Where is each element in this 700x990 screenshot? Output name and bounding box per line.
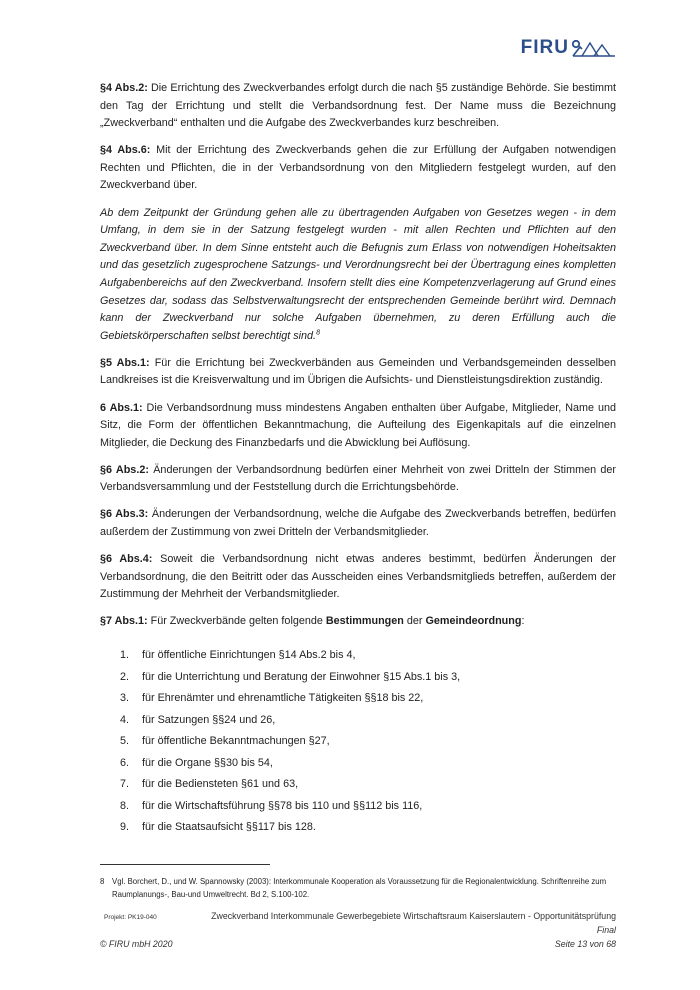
logo-bridge-icon	[572, 39, 616, 57]
paragraph-6-3	[100, 506, 616, 541]
footnote-ref[interactable]: 8	[316, 329, 320, 337]
list-text: für die Wirtschaftsführung §§78 bis 110 und §§112 bis 116,	[142, 799, 423, 812]
paragraph-commentary	[100, 205, 616, 346]
paragraph-6-4	[100, 551, 616, 604]
list-text: für die Bediensteten §61 und 63,	[142, 778, 299, 791]
list-item	[100, 817, 616, 839]
bold-term: Gemeindeordnung	[425, 615, 522, 628]
text: Änderungen der Verbandsordnung bedürfen einer Mehrheit von zwei Dritteln der Stimmen der Verbandsversammlung und der Feststellung durch die Errichtungsbehörde.	[100, 463, 616, 494]
paragraph-5-1	[100, 355, 616, 390]
list-item	[100, 753, 616, 775]
footer-project: Projekt: PK19-040	[104, 914, 157, 921]
text: Für die Errichtung bei Zweckverbänden aus Gemeinden und Verbandsgemeinden desselben Landkreises ist die Kreisverwaltung und im Übrigen die Aufsichts- und Dienstleistungsdirektion zuständig.	[100, 356, 617, 387]
label: 6 Abs.1:	[100, 401, 143, 414]
list-number: 3.	[120, 692, 130, 705]
rules-list	[100, 645, 616, 839]
list-item	[100, 667, 616, 689]
list-text: für Ehrenämter und ehrenamtliche Tätigkeiten §§18 bis 22,	[142, 692, 424, 705]
text: Ab dem Zeitpunkt der Gründung gehen alle zu übertragenden Aufgaben von Gesetzes wegen - in dem Umfang, in dem sie in der Satzung festgelegt wurden - mit allen Rechten und Pflichten auf den Zweckverband über. In dem Sinne entsteht auch die Befugnis zum Erlass von notwendigen Hoheitsakten und das gesetzlich zugesprochene Satzungs- und Verordnungsrecht bei der Übertragung eines kompletten Aufgabenbereichs auf den Zweckverband. Insofern stellt dies eine Kompetenzverlagerung auf Grund eines Gesetzes dar, sodass das Selbstverwaltungsrecht der entsprechenden Gemeinde berührt wird. Demnach kann der Zweckverband nur solche Aufgaben übernehmen, zu deren Erfüllung auch die Gebietskörperschaften selbst berechtigt sind.	[100, 206, 616, 342]
paragraph-6-2	[100, 462, 616, 497]
label: §4 Abs.2:	[100, 82, 148, 94]
list-item	[100, 710, 616, 732]
list-item	[100, 645, 616, 667]
list-number: 9.	[120, 821, 130, 834]
list-number: 4.	[120, 713, 130, 726]
firu-logo	[521, 38, 616, 58]
footnote	[100, 876, 616, 901]
label: §6 Abs.2:	[100, 463, 149, 476]
footer-page-number: Seite 13 von 68	[554, 939, 616, 949]
footnote-text: Vgl. Borchert, D., und W. Spannowsky (2003): Interkommunale Kooperation als Voraussetzung für die Regionalentwicklung. Schriftenreihe zum Raumplanungs-, Bau-und Umweltrecht. Bd 2, S.100-102.	[112, 877, 607, 899]
list-number: 5.	[120, 735, 130, 748]
text: der	[403, 615, 426, 628]
text: Mit der Errichtung des Zweckverbands gehen die zur Erfüllung der Aufgaben notwendigen Rechten und Pflichten, die in der Verbandsordnung von den Mitgliedern festgelegt wurden, auf den Zweckverband über.	[100, 144, 616, 192]
label: §6 Abs.4:	[100, 553, 153, 566]
text: Änderungen der Verbandsordnung, welche die Aufgabe des Zweckverbands betreffen, bedürfen außerdem der Zustimmung von zwei Dritteln der Verbandsmitglieder.	[100, 508, 616, 539]
text: Für Zweckverbände gelten folgende	[147, 615, 326, 628]
footnote-mark: 8	[100, 877, 105, 886]
list-number: 7.	[120, 778, 130, 791]
label: §4 Abs.6:	[100, 144, 151, 157]
label: §5 Abs.1:	[100, 356, 150, 369]
label: §6 Abs.3:	[100, 508, 149, 521]
footer-doc-title: Zweckverband Interkommunale Gewerbegebiete Wirtschaftsraum Kaiserslautern - Opportunitätsprüfung	[211, 911, 616, 921]
footer-copyright: © FIRU mbH 2020	[100, 939, 173, 949]
list-text: für Satzungen §§24 und 26,	[142, 713, 276, 726]
text: Die Verbandsordnung muss mindestens Angaben enthalten über Aufgabe, Mitglieder, Name und Sitz, die Form der öffentlichen Bekanntmachung, die Aufteilung des Eigenkapitals auf die einzelnen Mitglieder, die Deckung des Finanzbedarfs und die Abwicklung bei Auflösung.	[100, 401, 616, 449]
text: Soweit die Verbandsordnung nicht etwas anderes bestimmt, bedürfen Änderungen der Verbandsordnung, die den Beitritt oder das Ausscheiden eines Verbandsmitglieds betreffen, außerdem der Zustimmung der Mehrheit der Verbandsmitglieder.	[100, 553, 616, 601]
logo-text: FIRU	[520, 37, 569, 58]
label: §7 Abs.1:	[100, 615, 148, 628]
list-text: für die Staatsaufsicht §§117 bis 128.	[142, 821, 316, 834]
text: :	[521, 615, 525, 628]
list-number: 1.	[120, 649, 130, 662]
list-item	[100, 731, 616, 753]
list-number: 8.	[120, 799, 130, 812]
list-number: 6.	[120, 756, 130, 769]
paragraph-7-1	[100, 613, 616, 631]
footer-status: Final	[596, 925, 616, 935]
list-text: für die Organe §§30 bis 54,	[142, 756, 273, 769]
paragraph-6-1	[100, 400, 616, 453]
list-number: 2.	[120, 670, 130, 683]
list-text: für öffentliche Bekanntmachungen §27,	[142, 735, 330, 748]
list-item	[100, 774, 616, 796]
list-text: für öffentliche Einrichtungen §14 Abs.2 bis 4,	[142, 649, 356, 662]
main-content	[100, 80, 616, 839]
paragraph-4-6	[100, 142, 616, 195]
text: Die Errichtung des Zweckverbandes erfolgt durch die nach §5 zuständige Behörde. Sie bestimmt den Tag der Errichtung und stellt die Verbandsordnung fest. Der Name muss die Bezeichnung „Zweckverband“ enthalten und die Aufgabe des Zweckverbandes kurz beschreiben.	[100, 82, 616, 130]
list-item	[100, 796, 616, 818]
footnote-divider	[100, 864, 270, 865]
paragraph-4-2	[100, 80, 616, 133]
list-text: für die Unterrichtung und Beratung der Einwohner §15 Abs.1 bis 3,	[142, 670, 461, 683]
list-item	[100, 688, 616, 710]
bold-term: Bestimmungen	[325, 615, 404, 628]
